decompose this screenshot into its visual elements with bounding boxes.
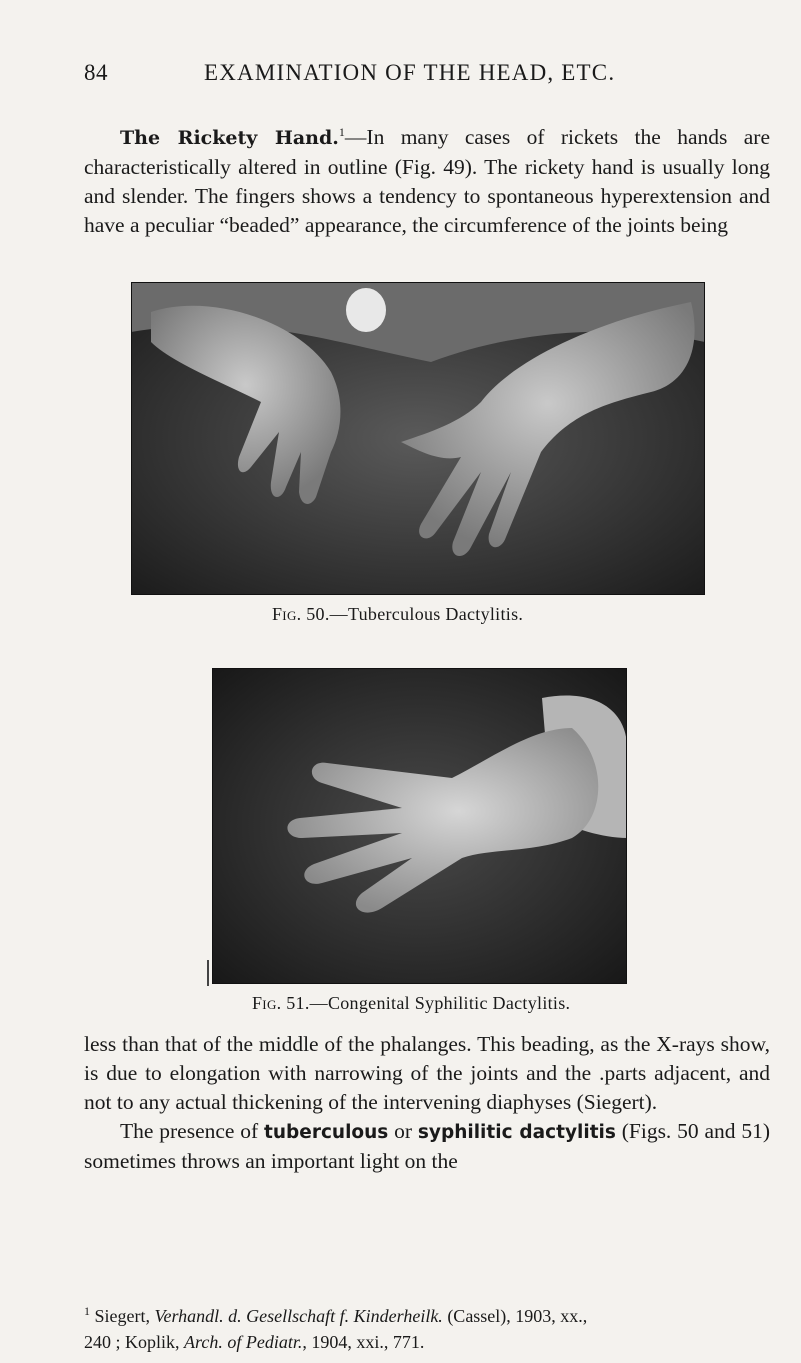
- figure-51-caption: Fig. 51.—Congenital Syphilitic Dactylitis.: [252, 993, 571, 1013]
- footnote-line-1: $^1$ Siegert, Verhandl. d. Gesellschaft f. Kinderheilk. (Cassel), 1903, xx.,: [84, 1304, 588, 1326]
- bold-term-syphilitic: syphilitic dactylitis: [417, 1122, 616, 1143]
- figure-51-photo: [212, 668, 627, 984]
- page-number: 84: [84, 60, 108, 85]
- figure-50-caption: Fig. 50.—Tuberculous Dactylitis.: [272, 604, 524, 624]
- page-header: [84, 60, 770, 96]
- footnote-ref: 1: [338, 125, 345, 139]
- paragraph-rickety-hand: [84, 118, 770, 240]
- bold-term-tuberculous: tuberculous: [264, 1122, 389, 1143]
- paragraph-text: —In many cases of rickets the hands are characteristically altered in outline (Fig. 49). The rickety hand is usually long and slender. The fingers shows a tendency to spontaneous hyperextension and have a peculiar “beaded” appearance, the circumference of the joints being: [84, 125, 770, 238]
- paragraph-text: less than that of the middle of the phalanges. This beading, as the X-rays show, is due to elongation with narrowing of the joints and the .parts adjacent, and not to any actual thickening of the intervening diaphyses (Siegert).: [84, 1032, 770, 1114]
- running-head: EXAMINATION OF THE HEAD, ETC.: [204, 60, 616, 85]
- hand-photo-illustration: [212, 668, 627, 984]
- margin-mark: [207, 960, 209, 986]
- footnote: [84, 1298, 770, 1355]
- figure-50-photo: [131, 282, 705, 595]
- paragraph-beading: less than that of the middle of the phalanges. This beading, as the X-rays show, is due to elongation with narrowing of the joints and the .parts adjacent, and not to any actual thickening of the intervening diaphyses (Siegert). The presence of tuberculous or syphilitic dactylitis (Figs. 50 and 51) sometimes throws an important light on the: [84, 1032, 770, 1173]
- hands-photo-illustration: [131, 282, 705, 595]
- section-heading: The Rickety Hand.: [120, 127, 339, 150]
- footnote-line-2: 240 ; Koplik, Arch. of Pediatr., 1904, xxi., 771.: [84, 1332, 425, 1352]
